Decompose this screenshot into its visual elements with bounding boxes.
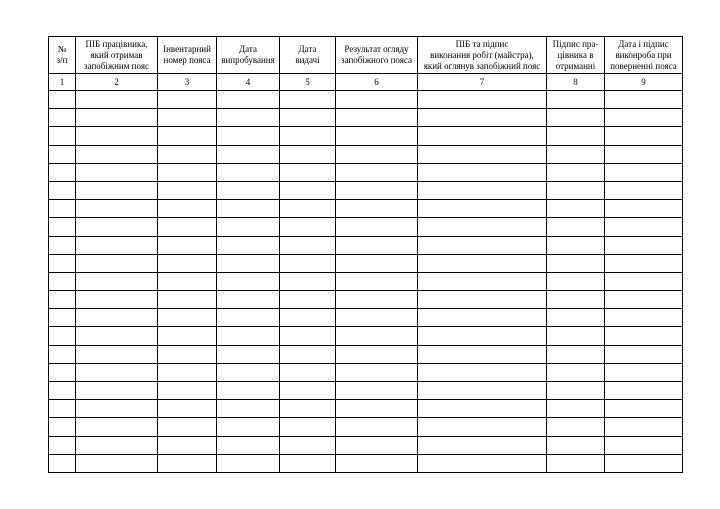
table-cell <box>217 145 280 163</box>
column-number-row <box>49 74 683 91</box>
header-cell-1: № з/п <box>49 37 76 74</box>
table-cell <box>49 200 76 218</box>
table-cell <box>49 254 76 272</box>
header-cell-8: Підпис пра- цівника в отриманні <box>547 37 605 74</box>
table-cell <box>280 309 336 327</box>
table-cell <box>336 145 418 163</box>
column-number-2: 2 <box>76 74 158 91</box>
table-cell <box>49 418 76 436</box>
column-number-9: 9 <box>605 74 683 91</box>
table-cell <box>158 418 217 436</box>
table-cell <box>280 236 336 254</box>
table-cell <box>280 345 336 363</box>
table-cell <box>217 254 280 272</box>
table-cell <box>547 454 605 472</box>
table-cell <box>217 327 280 345</box>
column-number-5: 5 <box>280 74 336 91</box>
table-cell <box>547 418 605 436</box>
table-cell <box>76 291 158 309</box>
table-cell <box>336 200 418 218</box>
table-cell <box>605 218 683 236</box>
table-cell <box>217 436 280 454</box>
table-cell <box>49 309 76 327</box>
table-cell <box>217 309 280 327</box>
table-cell <box>158 91 217 109</box>
header-row <box>49 37 683 74</box>
table-cell <box>336 181 418 199</box>
table-cell <box>280 363 336 381</box>
table-cell <box>76 363 158 381</box>
table-cell <box>217 181 280 199</box>
table-cell <box>158 218 217 236</box>
table-cell <box>547 382 605 400</box>
table-cell <box>158 363 217 381</box>
table-row <box>49 345 683 363</box>
table-cell <box>49 400 76 418</box>
table-cell <box>336 91 418 109</box>
table-cell <box>418 309 547 327</box>
table-cell <box>418 454 547 472</box>
table-cell <box>280 254 336 272</box>
table-cell <box>547 363 605 381</box>
table-cell <box>49 91 76 109</box>
header-cell-7: ПІБ та підпис виконання робіт (майстра), який оглянув запобіжний пояс <box>418 37 547 74</box>
column-number-7: 7 <box>418 74 547 91</box>
table-cell <box>605 272 683 290</box>
table-row <box>49 181 683 199</box>
table-cell <box>76 345 158 363</box>
table-cell <box>49 345 76 363</box>
table-cell <box>217 363 280 381</box>
table-cell <box>418 436 547 454</box>
table-cell <box>217 109 280 127</box>
table-cell <box>418 145 547 163</box>
table-cell <box>605 382 683 400</box>
table-cell <box>547 218 605 236</box>
table-cell <box>547 327 605 345</box>
table-cell <box>76 382 158 400</box>
table-cell <box>217 200 280 218</box>
table-cell <box>418 236 547 254</box>
table-cell <box>418 363 547 381</box>
table-cell <box>418 200 547 218</box>
header-cell-3: Інвентарний номер пояса <box>158 37 217 74</box>
table-cell <box>336 163 418 181</box>
table-cell <box>76 254 158 272</box>
table-cell <box>336 327 418 345</box>
table-cell <box>605 91 683 109</box>
table-row <box>49 91 683 109</box>
table-cell <box>418 400 547 418</box>
table-cell <box>158 127 217 145</box>
table-cell <box>76 91 158 109</box>
table-cell <box>280 327 336 345</box>
table-cell <box>418 291 547 309</box>
table-row <box>49 145 683 163</box>
table-cell <box>49 363 76 381</box>
table-cell <box>217 454 280 472</box>
table-cell <box>605 181 683 199</box>
table-cell <box>605 109 683 127</box>
table-cell <box>280 200 336 218</box>
table-cell <box>76 200 158 218</box>
table-cell <box>49 454 76 472</box>
table-cell <box>336 272 418 290</box>
table-cell <box>49 181 76 199</box>
table-cell <box>76 163 158 181</box>
column-number-6: 6 <box>336 74 418 91</box>
table-cell <box>547 91 605 109</box>
table-cell <box>49 109 76 127</box>
table-row <box>49 272 683 290</box>
table-cell <box>49 236 76 254</box>
table-cell <box>605 163 683 181</box>
table-cell <box>547 200 605 218</box>
table-row <box>49 382 683 400</box>
table-cell <box>605 200 683 218</box>
table-cell <box>76 418 158 436</box>
table-cell <box>336 382 418 400</box>
table-cell <box>280 418 336 436</box>
table-row <box>49 363 683 381</box>
table-cell <box>158 436 217 454</box>
table-cell <box>158 382 217 400</box>
table-cell <box>217 418 280 436</box>
table-cell <box>336 218 418 236</box>
table-cell <box>158 145 217 163</box>
table-cell <box>76 272 158 290</box>
table-cell <box>49 291 76 309</box>
table-row <box>49 218 683 236</box>
table-cell <box>605 436 683 454</box>
header-cell-6: Результат огляду запобіжного пояса <box>336 37 418 74</box>
table-row <box>49 454 683 472</box>
table-cell <box>76 327 158 345</box>
table-cell <box>605 327 683 345</box>
table-cell <box>418 382 547 400</box>
table-cell <box>418 418 547 436</box>
table-cell <box>336 454 418 472</box>
header-cell-9: Дата і підпис виконроба при поверненні пояса <box>605 37 683 74</box>
table-cell <box>49 382 76 400</box>
table-cell <box>547 272 605 290</box>
table-cell <box>49 218 76 236</box>
table-cell <box>605 127 683 145</box>
table-cell <box>217 91 280 109</box>
table-cell <box>336 291 418 309</box>
table-cell <box>158 254 217 272</box>
column-number-8: 8 <box>547 74 605 91</box>
table-cell <box>49 163 76 181</box>
table-cell <box>49 272 76 290</box>
table-cell <box>418 345 547 363</box>
table-cell <box>158 309 217 327</box>
table-cell <box>280 109 336 127</box>
table-cell <box>418 91 547 109</box>
table-cell <box>547 254 605 272</box>
table-cell <box>76 400 158 418</box>
table-row <box>49 400 683 418</box>
table-cell <box>418 181 547 199</box>
table-cell <box>280 127 336 145</box>
table-cell <box>49 327 76 345</box>
table-cell <box>76 109 158 127</box>
table-cell <box>547 109 605 127</box>
header-cell-2: ПІБ працівника, який отримав запобіжним пояс <box>76 37 158 74</box>
table-cell <box>217 272 280 290</box>
table-cell <box>418 163 547 181</box>
table-cell <box>418 109 547 127</box>
table-cell <box>336 236 418 254</box>
table-cell <box>547 127 605 145</box>
table-cell <box>336 363 418 381</box>
table-cell <box>158 200 217 218</box>
table-cell <box>336 436 418 454</box>
table-cell <box>336 400 418 418</box>
table-cell <box>605 345 683 363</box>
table-cell <box>217 163 280 181</box>
table-cell <box>158 236 217 254</box>
table-cell <box>336 345 418 363</box>
table-cell <box>76 436 158 454</box>
table-cell <box>217 382 280 400</box>
column-number-4: 4 <box>217 74 280 91</box>
table-cell <box>76 145 158 163</box>
table-cell <box>336 418 418 436</box>
table-cell <box>280 91 336 109</box>
table-row <box>49 163 683 181</box>
table-row <box>49 254 683 272</box>
table-cell <box>280 145 336 163</box>
table-cell <box>158 345 217 363</box>
table-row <box>49 200 683 218</box>
table-cell <box>605 291 683 309</box>
table-row <box>49 309 683 327</box>
table-cell <box>547 163 605 181</box>
table-cell <box>158 109 217 127</box>
table-cell <box>336 254 418 272</box>
table-row <box>49 291 683 309</box>
table-cell <box>280 454 336 472</box>
table-cell <box>280 218 336 236</box>
table-cell <box>418 218 547 236</box>
table-cell <box>418 127 547 145</box>
table-cell <box>76 454 158 472</box>
table-cell <box>217 345 280 363</box>
table-cell <box>158 181 217 199</box>
table-cell <box>547 291 605 309</box>
table-cell <box>605 400 683 418</box>
table-cell <box>547 400 605 418</box>
table-cell <box>605 363 683 381</box>
table-cell <box>605 418 683 436</box>
table-row <box>49 436 683 454</box>
safety-belt-log-table <box>48 36 683 473</box>
table-cell <box>76 309 158 327</box>
column-number-3: 3 <box>158 74 217 91</box>
table-cell <box>76 236 158 254</box>
table-cell <box>547 345 605 363</box>
column-number-1: 1 <box>49 74 76 91</box>
table-cell <box>547 181 605 199</box>
table-cell <box>336 309 418 327</box>
table-cell <box>158 272 217 290</box>
table-cell <box>76 218 158 236</box>
table-cell <box>158 163 217 181</box>
table-cell <box>547 309 605 327</box>
table-cell <box>280 272 336 290</box>
table-cell <box>605 309 683 327</box>
table-cell <box>418 272 547 290</box>
header-cell-4: Дата випробування <box>217 37 280 74</box>
table-cell <box>76 181 158 199</box>
table-row <box>49 327 683 345</box>
table-cell <box>280 382 336 400</box>
table-row <box>49 109 683 127</box>
table-cell <box>280 291 336 309</box>
table-cell <box>605 145 683 163</box>
table-cell <box>280 181 336 199</box>
table-cell <box>547 145 605 163</box>
table-row <box>49 127 683 145</box>
table-row <box>49 418 683 436</box>
table-cell <box>49 436 76 454</box>
table-cell <box>217 236 280 254</box>
table-cell <box>547 436 605 454</box>
table-cell <box>158 454 217 472</box>
header-cell-5: Дата видачі <box>280 37 336 74</box>
table-row <box>49 236 683 254</box>
table-cell <box>280 436 336 454</box>
table-cell <box>336 109 418 127</box>
table-cell <box>158 291 217 309</box>
table-cell <box>280 163 336 181</box>
table-cell <box>49 145 76 163</box>
table-cell <box>418 254 547 272</box>
table-cell <box>217 127 280 145</box>
table-cell <box>158 400 217 418</box>
table-cell <box>158 327 217 345</box>
table-cell <box>605 236 683 254</box>
table-cell <box>76 127 158 145</box>
table-cell <box>547 236 605 254</box>
table-cell <box>280 400 336 418</box>
table-cell <box>605 454 683 472</box>
table-cell <box>217 400 280 418</box>
table-cell <box>418 327 547 345</box>
table-cell <box>217 291 280 309</box>
table-cell <box>49 127 76 145</box>
table-cell <box>605 254 683 272</box>
table-cell <box>336 127 418 145</box>
table-cell <box>217 218 280 236</box>
